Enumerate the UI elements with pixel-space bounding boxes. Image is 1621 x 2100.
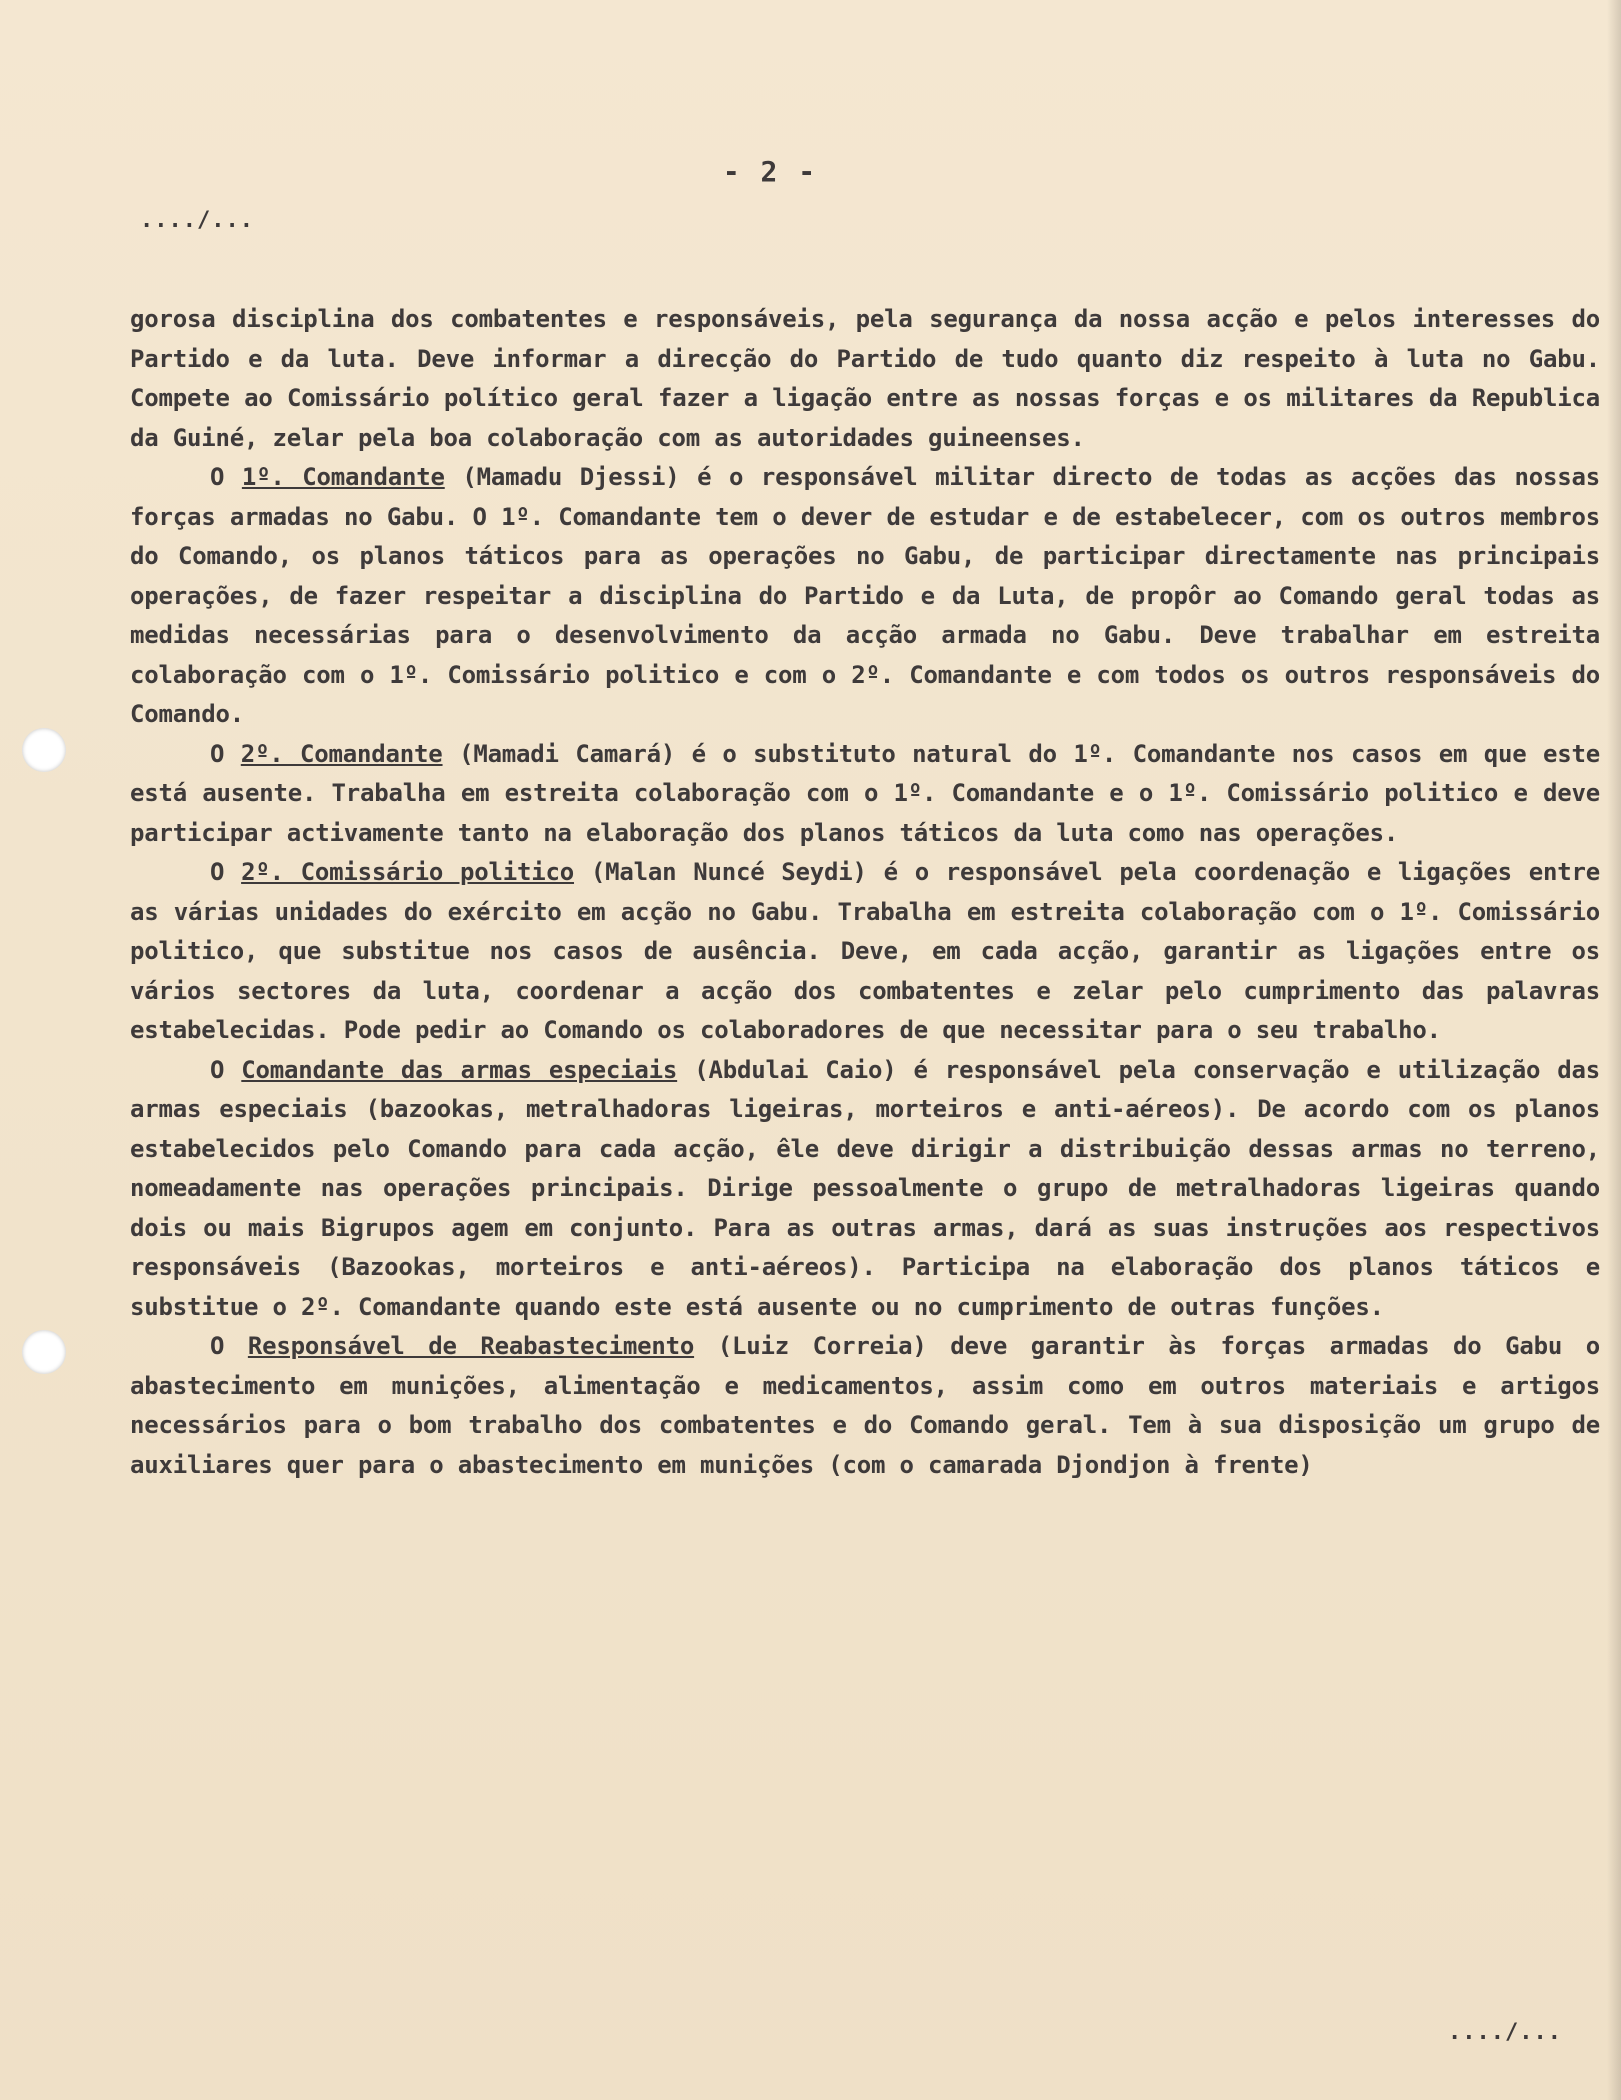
role-title: Comandante das armas especiais bbox=[241, 1055, 678, 1084]
role-title: Responsável de Reabastecimento bbox=[247, 1332, 695, 1360]
paragraph-intro bbox=[130, 300, 1600, 458]
paragraph-second-commissar: O 2º. Comissário politico (Malan Nuncé Seydi) é o responsável pela coordenação e ligações entre as várias unidades do exército em acção no Gabu. Trabalha em estreita colaboração com o 1º. Comissário politico, que substitue nos casos de ausência. Deve, em cada acção, garantir as ligações entre os vários sectores da luta, coordenar a acção dos combatentes e zelar pelo cumprimento das palavras estabelecidas. Pode pedir ao Comando os colaboradores de que necessitar para o seu trabalho. bbox=[130, 858, 1600, 1044]
paragraph-text: (Mamadu Djessi) é o responsável militar directo de todas as acções das nossas forças armadas no Gabu. O 1º. Comandante tem o dever de estudar e de estabelecer, com os outros membros do Comando, os planos táticos para as operações no Gabu, de participar directamente nas principais operações, de fazer respeitar a disciplina do Partido e da Luta, de propôr ao Comando geral todas as medidas necessárias para o desenvolvimento da acção armada no Gabu. Deve trabalhar em estreita colaboração com o 1º. Comissário politico e com o 2º. Comandante e com todos os outros responsáveis do Comando. bbox=[130, 463, 1600, 728]
paragraph-text: gorosa disciplina dos combatentes e responsáveis, pela segurança da nossa acção e pelos interesses do Partido e da luta. Deve informar a direcção do Partido de tudo quanto diz respeito à luta no Gabu. Compete ao Comissário político geral fazer a ligação entre as nossas forças e os militares da Republica da Guiné, zelar pela boa colaboração com as autoridades guineenses. bbox=[130, 305, 1600, 452]
document-body bbox=[130, 300, 1600, 1485]
role-title: 2º. Comandante bbox=[240, 739, 443, 768]
page-number: - 2 - bbox=[722, 155, 818, 188]
paragraph-first-commander: O 1º. Comandante (Mamadu Djessi) é o responsável militar directo de todas as acções das nossas forças armadas no Gabu. O 1º. Comandante tem o dever de estudar e de estabelecer, com os outros membros do Comando, os planos táticos para as operações no Gabu, de participar directamente nas principais operações, de fazer respeitar a disciplina do Partido e da Luta, de propôr ao Comando geral todas as medidas necessárias para o desenvolvimento da acção armada no Gabu. Deve trabalhar em estreita colaboração com o 1º. Comissário politico e com o 2º. Comandante e com todos os outros responsáveis do Comando. bbox=[130, 463, 1600, 728]
paragraph-text: (Luiz Correia) deve garantir às forças armadas do Gabu o abastecimento em munições, alimentação e medicamentos, assim como em outros materiais e artigos necessários para o bom trabalho dos combatentes e do Comando geral. Tem à sua disposição um grupo de auxiliares quer para o abastecimento em munições (com o camarada Djondjon à frente) bbox=[130, 1332, 1600, 1479]
continuation-marker-bottom: ..../... bbox=[1448, 2020, 1562, 2045]
paragraph-second-commander: O 2º. Comandante (Mamadi Camará) é o substituto natural do 1º. Comandante nos casos em que este está ausente. Trabalha em estreita colaboração com o 1º. Comandante e o 1º. Comissário politico e deve participar activamente tanto na elaboração dos planos táticos da luta como nas operações. bbox=[130, 739, 1600, 847]
punch-hole-bottom bbox=[22, 1330, 66, 1374]
paragraph-text: (Mamadi Camará) é o substituto natural do 1º. Comandante nos casos em que este está ausente. Trabalha em estreita colaboração com o 1º. Comandante e o 1º. Comissário politico e deve participar activamente tanto na elaboração dos planos táticos da luta como nas operações. bbox=[130, 739, 1600, 847]
paragraph-text: (Abdulai Caio) é responsável pela conservação e utilização das armas especiais (bazookas, metralhadoras ligeiras, morteiros e anti-aéreos). De acordo com os planos estabelecidos pelo Comando para cada acção, êle deve dirigir a distribuição dessas armas no terreno, nomeadamente nas operações principais. Dirige pessoalmente o grupo de metralhadoras ligeiras quando dois ou mais Bigrupos agem em conjunto. Para as outras armas, dará as suas instruções aos respectivos responsáveis (Bazookas, morteiros e anti-aéreos). Participa na elaboração dos planos táticos e substitue o 2º. Comandante quando este está ausente ou no cumprimento de outras funções. bbox=[130, 1055, 1600, 1321]
paragraph-supply-officer: O Responsável de Reabastecimento (Luiz Correia) deve garantir às forças armadas do Gabu o abastecimento em munições, alimentação e medicamentos, assim como em outros materiais e artigos necessários para o bom trabalho dos combatentes e do Comando geral. Tem à sua disposição um grupo de auxiliares quer para o abastecimento em munições (com o camarada Djondjon à frente) bbox=[130, 1332, 1600, 1479]
continuation-marker-top: ..../... bbox=[140, 208, 254, 233]
paragraph-text: (Malan Nuncé Seydi) é o responsável pela coordenação e ligações entre as várias unidades do exército em acção no Gabu. Trabalha em estreita colaboração com o 1º. Comissário politico, que substitue nos casos de ausência. Deve, em cada acção, garantir as ligações entre os vários sectores da luta, coordenar a acção dos combatentes e zelar pelo cumprimento das palavras estabelecidas. Pode pedir ao Comando os colaboradores de que necessitar para o seu trabalho. bbox=[130, 858, 1600, 1044]
punch-hole-top bbox=[22, 728, 66, 772]
role-title: 2º. Comissário politico bbox=[241, 858, 575, 886]
role-title: 1º. Comandante bbox=[241, 463, 445, 491]
page-edge-shadow bbox=[1607, 0, 1621, 2100]
paragraph-special-weapons-commander: O Comandante das armas especiais (Abdulai Caio) é responsável pela conservação e utilização das armas especiais (bazookas, metralhadoras ligeiras, morteiros e anti-aéreos). De acordo com os planos estabelecidos pelo Comando para cada acção, êle deve dirigir a distribuição dessas armas no terreno, nomeadamente nas operações principais. Dirige pessoalmente o grupo de metralhadoras ligeiras quando dois ou mais Bigrupos agem em conjunto. Para as outras armas, dará as suas instruções aos respectivos responsáveis (Bazookas, morteiros e anti-aéreos). Participa na elaboração dos planos táticos e substitue o 2º. Comandante quando este está ausente ou no cumprimento de outras funções. bbox=[130, 1055, 1600, 1321]
